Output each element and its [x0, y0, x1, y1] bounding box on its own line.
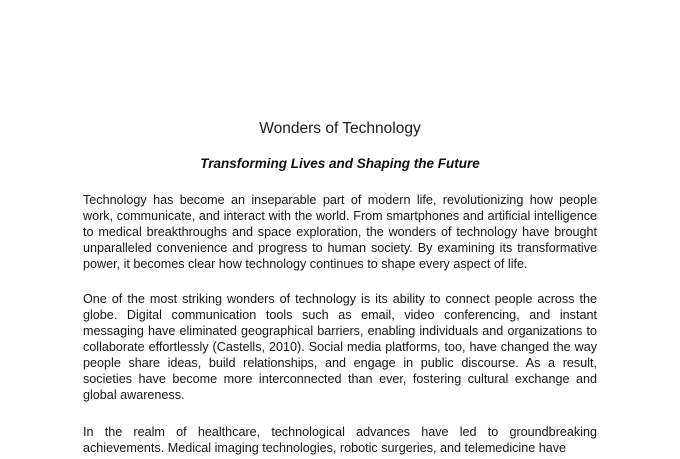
paragraph-connectivity: One of the most striking wonders of technology is its ability to connect people across the globe. Digital communication tools such as email, video conferencing, and instant messaging have eliminated geographical barriers, enabling individuals and organizations to collaborate effortlessly (Castells, 2010). Social media platforms, too, have changed the way people share ideas, build relationships, and engage in public discourse. As a result, societies have become more interconnected than ever, fostering cultural exchange and global awareness.	[83, 292, 597, 402]
paragraph-intro: Technology has become an inseparable part of modern life, revolutionizing how people work, communicate, and interact with the world. From smartphones and artificial intelligence to medical breakthroughs and space exploration, the wonders of technology have brought unparalleled convenience and progress to human society. By examining its transformative power, it becomes clear how technology continues to shape every aspect of life.	[83, 193, 597, 271]
paragraph-healthcare: In the realm of healthcare, technological advances have led to groundbreaking achievements. Medical imaging technologies, robotic surgeries, and telemedicine have	[83, 425, 597, 455]
document-subtitle: Transforming Lives and Shaping the Future	[200, 156, 480, 171]
document-title: Wonders of Technology	[259, 120, 421, 137]
